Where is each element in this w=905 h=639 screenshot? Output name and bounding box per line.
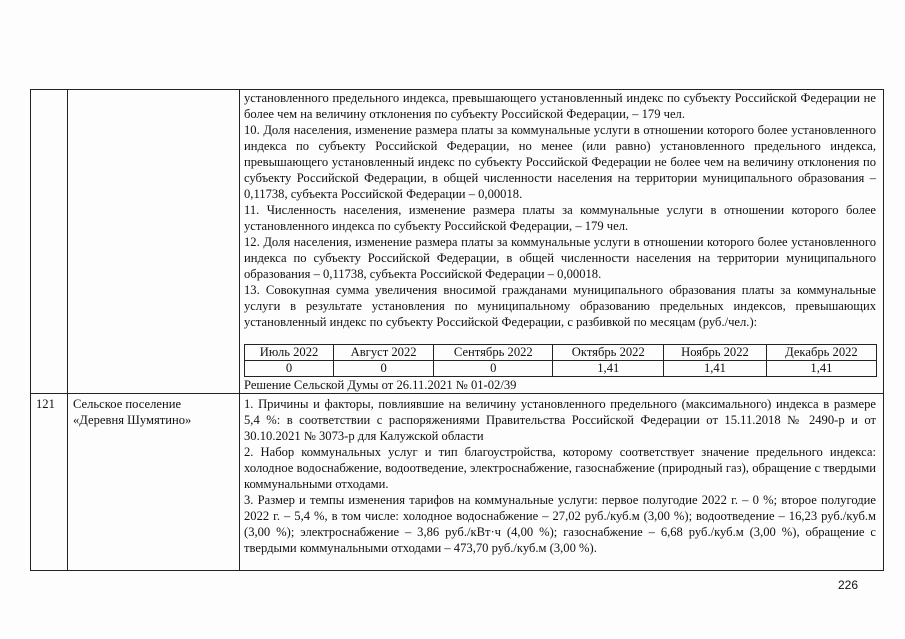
decision-reference: Решение Сельской Думы от 26.11.2021 № 01-02/39 — [244, 378, 517, 392]
month-header: Июль 2022 — [245, 345, 334, 361]
month-value: 0 — [434, 361, 553, 377]
table-bottom-border — [30, 570, 883, 571]
month-header: Август 2022 — [334, 345, 434, 361]
month-value: 0 — [334, 361, 434, 377]
months-table — [244, 344, 877, 377]
column-divider-2 — [239, 89, 240, 571]
page-number: 226 — [837, 578, 858, 592]
table-left-border — [30, 89, 31, 571]
month-value: 1,41 — [553, 361, 664, 377]
continuation-cell — [244, 90, 876, 330]
settlement-name: Сельское поселение «Деревня Шумятино» — [73, 397, 192, 427]
month-header: Декабрь 2022 — [766, 345, 876, 361]
paragraph-12: 12. Доля населения, изменение размера платы за коммунальные услуги в отношении которого более установленного индекса по субъекту Российской Федерации, в общей численности населения на территории муниципального образования – 0,11738, субъекта Российской Федерации – 0,00018. — [244, 235, 876, 281]
paragraph-1: 1. Причины и факторы, повлиявшие на величину установленного предельного (максимального) индекса в размере 5,4 %: в соответствии с распоряжениями Правительства Российской Федерации от 15.11.2018 № 2490-р и от 30.10.2021 № 3073-р для Калужской области — [244, 397, 876, 443]
row-divider — [30, 393, 883, 394]
column-divider-1 — [67, 89, 68, 571]
paragraph-2: 2. Набор коммунальных услуг и тип благоустройства, которому соответствует значение предельного индекса: холодное водоснабжение, водоотведение, электроснабжение, газоснабжение (природный газ), обращение с твердыми коммунальными отходами. — [244, 445, 876, 491]
month-header: Октябрь 2022 — [553, 345, 664, 361]
paragraph-continued: установленного предельного индекса, превышающего установленный индекс по субъекту Российской Федерации не более чем на величину отклонения по субъекту Российской Федерации, – 179 чел. — [244, 91, 876, 121]
month-header: Сентябрь 2022 — [434, 345, 553, 361]
table-right-border — [883, 89, 884, 571]
paragraph-10: 10. Доля населения, изменение размера платы за коммунальные услуги в отношении которого более установленного индекса по субъекту Российской Федерации, но менее (или равно) установленного предельного индекса, превышающего установленный индекс по субъекту Российской Федерации не более чем на величину отклонения по субъекту Российской Федерации, в общей численности населения на территории муниципального образования – 0,11738, субъекта Российской Федерации – 0,00018. — [244, 123, 876, 201]
month-value: 1,41 — [766, 361, 876, 377]
month-value: 0 — [245, 361, 334, 377]
paragraph-13: 13. Совокупная сумма увеличения вносимой гражданами муниципального образования платы за коммунальные услуги в результате установления по муниципальному образованию предельных индексов, превышающих установленный индекс по субъекту Российской Федерации, с разбивкой по месяцам (руб./чел.): — [244, 283, 876, 329]
months-value-row — [245, 361, 877, 377]
month-header: Ноябрь 2022 — [664, 345, 767, 361]
paragraph-11: 11. Численность населения, изменение размера платы за коммунальные услуги в отношении которого более установленного индекса по субъекту Российской Федерации, – 179 чел. — [244, 203, 876, 233]
paragraph-3: 3. Размер и темпы изменения тарифов на коммунальные услуги: первое полугодие 2022 г. – 0 %; второе полугодие 2022 г. – 5,4 %, в том числе: холодное водоснабжение – 27,02 руб./куб.м (3,00 %); водоотведение – 16,23 руб./куб.м (3,00 %); электроснабжение – 3,86 руб./кВт·ч (4,00 %); газоснабжение – 6,68 руб./куб.м (3,00 %), обращение с твердыми коммунальными отходами – 473,70 руб./куб.м (3,00 %). — [244, 493, 876, 555]
row-number: 121 — [36, 397, 55, 411]
month-value: 1,41 — [664, 361, 767, 377]
months-header-row — [245, 345, 877, 361]
row-121-content — [244, 396, 876, 556]
